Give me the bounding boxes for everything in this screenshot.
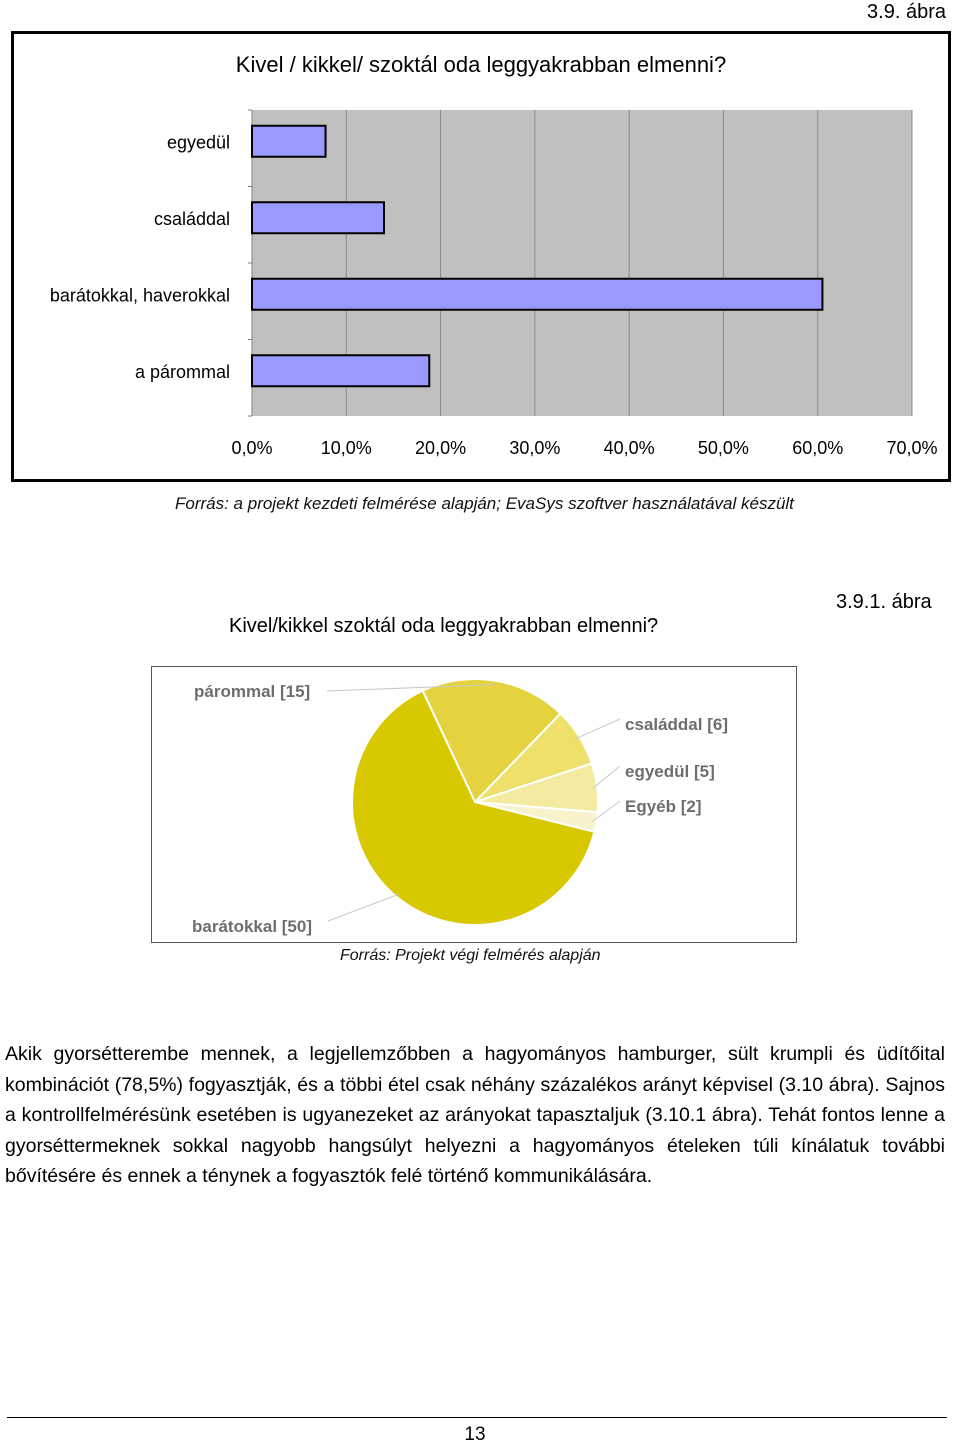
body-paragraph: Akik gyorsétterembe mennek, a legjellemzőbben a hagyományos hamburger, sült krumpli és üdítőital kombinációt (78,5%) fogyasztják, és a többi étel csak néhány százalékos arányt képvisel (3.10 ábra). Sajnos a kontrollfelmérésünk esetében is ugyanezeket az arányokat tapasztaljuk (3.10.1 ábra). Tehát fontos lenne a gyorséttermeknek sokkal nagyobb hangsúlyt helyezni a hagyományos ételeken túli kínálatuk további bővítésére és ennek a ténynek a fogyasztók felé történő kommunikálására. [5, 1043, 945, 1188]
pie-chart-source: Forrás: Projekt végi felmérés alapján [340, 947, 601, 964]
bar [252, 279, 822, 310]
bar [252, 126, 326, 157]
slice-label: párommal [15] [194, 682, 311, 701]
slice-label: egyedül [5] [625, 762, 715, 781]
slice-label: Egyéb [2] [625, 797, 702, 816]
bar [252, 202, 384, 233]
x-tick-label: 50,0% [697, 438, 749, 458]
leader-line [576, 719, 620, 739]
footer-divider [7, 1417, 947, 1418]
x-tick-label: 70,0% [886, 438, 938, 458]
figure-number-label-2: 3.9.1. ábra [836, 591, 932, 613]
bar-chart [14, 100, 948, 479]
pie-chart [152, 667, 796, 942]
x-tick-label: 10,0% [320, 438, 372, 458]
category-label: egyedül [166, 132, 230, 153]
pie-chart-title: Kivel/kikkel szoktál oda leggyakrabban elmenni? [229, 615, 659, 637]
bar-chart-title: Kivel / kikkel/ szoktál oda leggyakrabban elmenni? [235, 52, 727, 77]
slice-label: családdal [6] [625, 715, 728, 734]
x-tick-label: 40,0% [603, 438, 655, 458]
leader-line [593, 766, 620, 788]
bar [252, 355, 429, 386]
page-number: 13 [464, 1424, 486, 1445]
category-label: barátokkal, haverokkal [49, 285, 230, 306]
x-tick-label: 60,0% [792, 438, 844, 458]
slice-label: barátokkal [50] [192, 917, 312, 936]
figure-number-label: 3.9. ábra [867, 1, 946, 23]
bar-chart-source: Forrás: a projekt kezdeti felmérése alapján; EvaSys szoftver használatával készült [175, 494, 794, 513]
category-label: a párommal [134, 361, 230, 382]
x-tick-label: 30,0% [509, 438, 561, 458]
x-tick-label: 0,0% [231, 438, 273, 458]
category-label: családdal [153, 208, 230, 229]
x-tick-label: 20,0% [415, 438, 467, 458]
leader-line [328, 894, 399, 921]
